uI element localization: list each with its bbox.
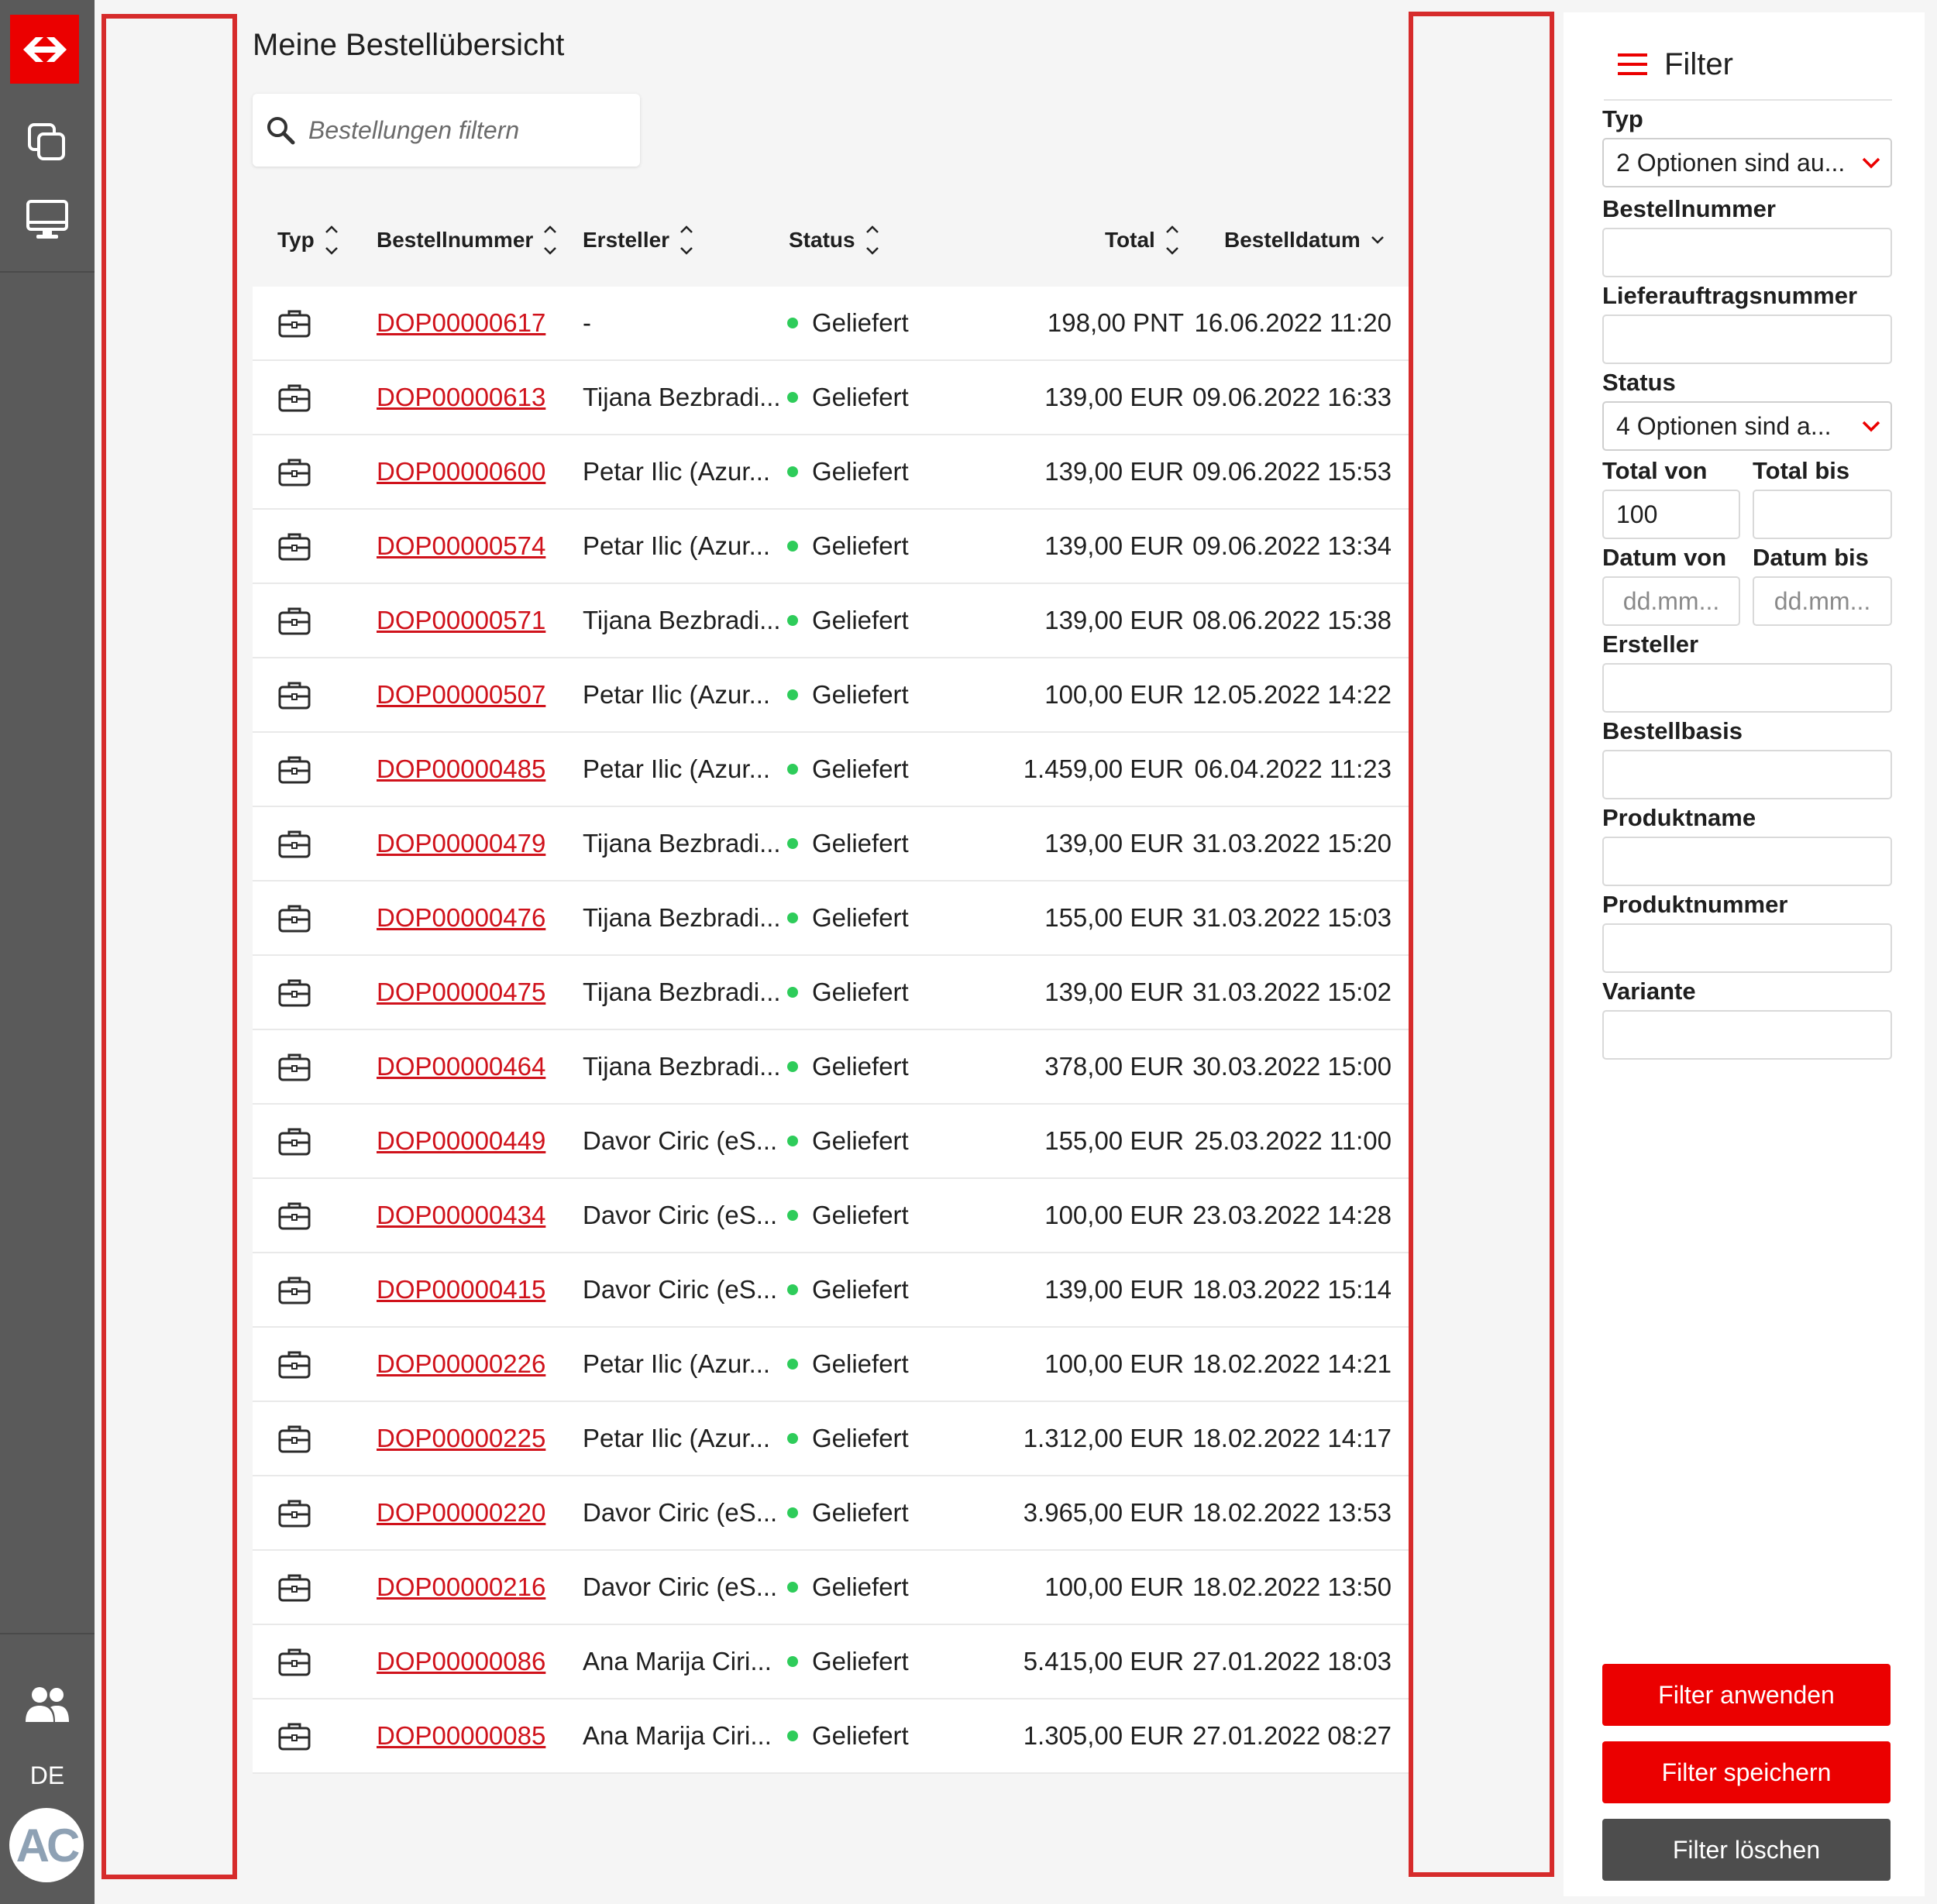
search-icon	[265, 114, 298, 146]
status-dot	[787, 466, 798, 477]
column-header-total[interactable]	[1105, 217, 1180, 263]
status-cell	[787, 1551, 909, 1624]
column-header-type[interactable]	[277, 217, 339, 263]
creator-cell: Davor Ciric (eS...	[583, 1126, 778, 1155]
briefcase-icon	[277, 1476, 324, 1549]
nav-rail	[0, 0, 95, 1904]
date-cell: 18.02.2022 13:53	[1192, 1498, 1392, 1527]
status-dot	[787, 1210, 798, 1221]
date-cell: 06.04.2022 11:23	[1194, 754, 1392, 783]
order-number-link[interactable]: DOP00000600	[377, 457, 546, 486]
briefcase-icon	[277, 1030, 324, 1103]
order-number-cell	[377, 733, 545, 806]
status-cell	[787, 1402, 909, 1475]
status-dot	[787, 764, 798, 775]
order-number-cell	[377, 361, 545, 434]
status-cell	[787, 1476, 909, 1549]
date-cell: 31.03.2022 15:03	[1192, 903, 1392, 932]
users-icon	[24, 1685, 71, 1724]
sort-icon	[679, 223, 694, 257]
status-cell	[787, 1700, 909, 1772]
copy-icon	[26, 122, 68, 163]
date-cell: 18.02.2022 14:17	[1192, 1424, 1392, 1452]
creator-cell: Tijana Bezbradi...	[583, 1052, 781, 1081]
total-cell: 1.305,00 EUR	[1023, 1721, 1184, 1750]
avatar[interactable]	[9, 1808, 84, 1882]
status-dot	[787, 541, 798, 552]
creator-field[interactable]	[1602, 663, 1892, 713]
creator-cell: Tijana Bezbradi...	[583, 978, 781, 1006]
total-cell: 1.459,00 EUR	[1023, 754, 1184, 783]
status-cell	[787, 807, 909, 880]
creator-cell: Petar Ilic (Azur...	[583, 1424, 771, 1452]
date-cell: 18.02.2022 13:50	[1192, 1572, 1392, 1601]
order-number-cell	[377, 584, 545, 657]
order-number-cell	[377, 1700, 545, 1772]
status-dot	[787, 987, 798, 998]
order-number-cell	[377, 658, 545, 731]
total-to-label: Total bis	[1753, 457, 1850, 484]
status-dot	[787, 392, 798, 403]
order-number-link[interactable]: DOP00000617	[377, 308, 546, 337]
total-cell: 139,00 EUR	[1044, 978, 1184, 1006]
table-row[interactable]	[253, 1551, 1409, 1625]
status-dot	[787, 1507, 798, 1518]
order-number-cell	[377, 956, 545, 1029]
total-cell: 139,00 EUR	[1044, 606, 1184, 634]
column-header-label: Typ	[277, 228, 315, 252]
status-text: Geliefert	[812, 1721, 909, 1750]
sort-icon	[542, 223, 558, 257]
order-number-cell	[377, 1179, 545, 1252]
column-header-label: Bestelldatum	[1224, 228, 1361, 252]
delivery-order-label: Lieferauftragsnummer	[1602, 282, 1858, 309]
table-row[interactable]	[253, 1476, 1409, 1551]
status-cell	[787, 1030, 909, 1103]
chevron-down-icon	[1370, 223, 1385, 257]
briefcase-icon	[277, 1105, 324, 1177]
date-cell: 27.01.2022 18:03	[1192, 1647, 1392, 1675]
status-dot	[787, 615, 798, 626]
briefcase-icon	[277, 435, 324, 508]
status-dot	[787, 1656, 798, 1667]
total-cell: 139,00 EUR	[1044, 383, 1184, 411]
briefcase-icon	[277, 1253, 324, 1326]
order-number-cell	[377, 287, 545, 359]
creator-cell: -	[583, 308, 591, 337]
total-cell: 139,00 EUR	[1044, 829, 1184, 857]
order-number-link[interactable]: DOP00000485	[377, 754, 546, 783]
menu-icon[interactable]	[1616, 50, 1649, 78]
creator-cell: Petar Ilic (Azur...	[583, 1349, 771, 1378]
order-number-cell	[377, 1625, 545, 1698]
column-header-label: Status	[789, 228, 855, 252]
status-dot	[787, 1730, 798, 1741]
date-from-field[interactable]: dd.mm...	[1602, 576, 1740, 626]
status-text: Geliefert	[812, 1647, 909, 1675]
status-cell	[787, 584, 909, 657]
filter-panel	[1564, 12, 1925, 1896]
status-text: Geliefert	[812, 308, 909, 337]
date-cell: 27.01.2022 08:27	[1192, 1721, 1392, 1750]
nav-divider	[0, 1633, 95, 1634]
table-row[interactable]	[253, 1625, 1409, 1700]
status-dot	[787, 1061, 798, 1072]
order-number-cell	[377, 1402, 545, 1475]
briefcase-icon	[277, 807, 324, 880]
highlight-frame-left	[101, 14, 237, 1879]
product-number-label: Produktnummer	[1602, 891, 1788, 918]
date-to-field[interactable]: dd.mm...	[1753, 576, 1892, 626]
table-row[interactable]	[253, 1328, 1409, 1402]
date-to-label: Datum bis	[1753, 544, 1869, 571]
creator-cell: Davor Ciric (eS...	[583, 1572, 778, 1601]
filter-header	[1604, 29, 1892, 101]
type-select[interactable]	[1602, 138, 1892, 187]
total-from-label: Total von	[1602, 457, 1708, 484]
order-number-cell	[377, 882, 545, 954]
delivery-order-field[interactable]	[1602, 314, 1892, 364]
total-cell: 198,00 PNT	[1047, 308, 1184, 337]
status-cell	[787, 733, 909, 806]
search-box	[253, 94, 640, 167]
total-to-field[interactable]	[1753, 490, 1892, 539]
creator-cell: Davor Ciric (eS...	[583, 1275, 778, 1304]
status-cell	[787, 287, 909, 359]
status-dot	[787, 1359, 798, 1370]
table-row[interactable]	[253, 956, 1409, 1030]
variant-field[interactable]	[1602, 1010, 1892, 1060]
save-filter-button[interactable]: Filter speichern	[1602, 1741, 1891, 1803]
status-dot	[787, 838, 798, 849]
order-number-cell	[377, 1476, 545, 1549]
order-number-link[interactable]: DOP00000574	[377, 531, 546, 560]
briefcase-icon	[277, 361, 324, 434]
order-basis-label: Bestellbasis	[1602, 717, 1743, 744]
status-text: Geliefert	[812, 1572, 909, 1601]
status-label: Status	[1602, 369, 1676, 396]
status-cell	[787, 1328, 909, 1401]
nav-monitor-button[interactable]	[0, 186, 95, 254]
total-cell: 139,00 EUR	[1044, 531, 1184, 560]
clear-filter-button[interactable]: Filter löschen	[1602, 1819, 1891, 1881]
table-row[interactable]	[253, 882, 1409, 956]
nav-orders-button[interactable]	[0, 108, 95, 177]
language-switch[interactable]: DE	[29, 1761, 65, 1789]
order-number-cell	[377, 1551, 545, 1624]
order-number-cell	[377, 1105, 545, 1177]
search-input[interactable]	[307, 115, 620, 146]
order-number-link[interactable]: DOP00000086	[377, 1647, 546, 1675]
date-cell: 18.03.2022 15:14	[1192, 1275, 1392, 1304]
status-text: Geliefert	[812, 1424, 909, 1452]
table-row[interactable]	[253, 733, 1409, 807]
order-number-link[interactable]: DOP00000434	[377, 1201, 546, 1229]
filter-title: Filter	[1664, 46, 1733, 81]
table-row[interactable]	[253, 510, 1409, 584]
order-number-link[interactable]: DOP00000220	[377, 1498, 546, 1527]
table-row[interactable]	[253, 1402, 1409, 1476]
total-cell: 5.415,00 EUR	[1023, 1647, 1184, 1675]
total-cell: 100,00 EUR	[1044, 1201, 1184, 1229]
order-number-link[interactable]: DOP00000507	[377, 680, 546, 709]
status-text: Geliefert	[812, 1126, 909, 1155]
order-number-link[interactable]: DOP00000476	[377, 903, 546, 932]
total-cell: 100,00 EUR	[1044, 1349, 1184, 1378]
date-cell: 16.06.2022 11:20	[1194, 308, 1392, 337]
status-dot	[787, 318, 798, 328]
total-cell: 100,00 EUR	[1044, 680, 1184, 709]
briefcase-icon	[277, 658, 324, 731]
total-cell: 155,00 EUR	[1044, 1126, 1184, 1155]
briefcase-icon	[277, 584, 324, 657]
order-basis-field[interactable]	[1602, 750, 1892, 799]
creator-cell: Davor Ciric (eS...	[583, 1201, 778, 1229]
order-number-link[interactable]: DOP00000085	[377, 1721, 546, 1750]
order-number-link[interactable]: DOP00000216	[377, 1572, 546, 1601]
product-number-field[interactable]	[1602, 923, 1892, 973]
monitor-icon	[26, 199, 69, 241]
status-text: Geliefert	[812, 903, 909, 932]
status-text: Geliefert	[812, 457, 909, 486]
total-cell: 139,00 EUR	[1044, 457, 1184, 486]
order-number-link[interactable]: DOP00000225	[377, 1424, 546, 1452]
date-cell: 31.03.2022 15:02	[1192, 978, 1392, 1006]
chevron-down-icon	[1861, 420, 1881, 432]
date-cell: 09.06.2022 13:34	[1192, 531, 1392, 560]
status-text: Geliefert	[812, 754, 909, 783]
order-number-link[interactable]: DOP00000571	[377, 606, 546, 634]
status-cell	[787, 1253, 909, 1326]
status-text: Geliefert	[812, 978, 909, 1006]
creator-cell: Davor Ciric (eS...	[583, 1498, 778, 1527]
order-number-link[interactable]: DOP00000464	[377, 1052, 546, 1081]
date-cell: 09.06.2022 16:33	[1192, 383, 1392, 411]
briefcase-icon	[277, 733, 324, 806]
date-cell: 08.06.2022 15:38	[1192, 606, 1392, 634]
table-row[interactable]	[253, 435, 1409, 510]
briefcase-icon	[277, 1700, 324, 1772]
table-row[interactable]	[253, 1253, 1409, 1328]
sort-icon	[865, 223, 880, 257]
total-cell: 3.965,00 EUR	[1023, 1498, 1184, 1527]
table-row[interactable]	[253, 287, 1409, 361]
order-number-cell	[377, 510, 545, 583]
column-header-number[interactable]	[377, 217, 558, 263]
briefcase-icon	[277, 510, 324, 583]
total-cell: 139,00 EUR	[1044, 1275, 1184, 1304]
type-label: Typ	[1602, 105, 1643, 132]
briefcase-icon	[277, 956, 324, 1029]
variant-label: Variante	[1602, 978, 1696, 1005]
briefcase-icon	[277, 1551, 324, 1624]
briefcase-icon	[277, 1179, 324, 1252]
order-number-link[interactable]: DOP00000475	[377, 978, 546, 1006]
date-cell: 23.03.2022 14:28	[1192, 1201, 1392, 1229]
table-row[interactable]	[253, 1700, 1409, 1774]
creator-cell: Petar Ilic (Azur...	[583, 680, 771, 709]
status-select-value: 4 Optionen sind a...	[1616, 411, 1832, 440]
creator-cell: Ana Marija Ciri...	[583, 1647, 772, 1675]
status-dot	[787, 689, 798, 700]
product-name-field[interactable]	[1602, 837, 1892, 886]
creator-cell: Petar Ilic (Azur...	[583, 457, 771, 486]
date-cell: 09.06.2022 15:53	[1192, 457, 1392, 486]
status-text: Geliefert	[812, 606, 909, 634]
total-cell: 155,00 EUR	[1044, 903, 1184, 932]
order-number-cell	[377, 1328, 545, 1401]
column-header-label: Ersteller	[583, 228, 670, 252]
status-text: Geliefert	[812, 1201, 909, 1229]
order-number-link[interactable]: DOP00000479	[377, 829, 546, 857]
total-cell: 1.312,00 EUR	[1023, 1424, 1184, 1452]
status-cell	[787, 1179, 909, 1252]
briefcase-icon	[277, 1625, 324, 1698]
highlight-frame-right	[1409, 12, 1554, 1877]
order-number-link[interactable]: DOP00000449	[377, 1126, 546, 1155]
total-from-field[interactable]: 100	[1602, 490, 1740, 539]
briefcase-icon	[277, 882, 324, 954]
date-cell: 30.03.2022 15:00	[1192, 1052, 1392, 1081]
column-header-label: Bestellnummer	[377, 228, 534, 252]
status-cell	[787, 361, 909, 434]
creator-cell: Petar Ilic (Azur...	[583, 754, 771, 783]
nav-users-button[interactable]	[0, 1670, 95, 1738]
status-cell	[787, 658, 909, 731]
date-cell: 31.03.2022 15:20	[1192, 829, 1392, 857]
status-cell	[787, 956, 909, 1029]
table-header	[253, 217, 1409, 263]
chevron-down-icon	[1861, 156, 1881, 169]
total-cell: 378,00 EUR	[1044, 1052, 1184, 1081]
briefcase-icon	[277, 1328, 324, 1401]
order-number-link[interactable]: DOP00000613	[377, 383, 546, 411]
column-header-creator[interactable]	[583, 217, 694, 263]
status-select[interactable]	[1602, 401, 1892, 451]
creator-cell: Ana Marija Ciri...	[583, 1721, 772, 1750]
date-cell: 25.03.2022 11:00	[1194, 1126, 1392, 1155]
order-number-cell	[377, 807, 545, 880]
creator-cell: Tijana Bezbradi...	[583, 829, 781, 857]
briefcase-icon	[277, 287, 324, 359]
date-from-label: Datum von	[1602, 544, 1727, 571]
column-header-date[interactable]	[1224, 217, 1385, 263]
status-cell	[787, 435, 909, 508]
creator-cell: Tijana Bezbradi...	[583, 383, 781, 411]
table-row[interactable]	[253, 807, 1409, 882]
creator-label: Ersteller	[1602, 631, 1699, 658]
order-number-cell	[377, 1030, 545, 1103]
sbb-arrows-icon	[20, 34, 70, 65]
sort-icon	[1165, 223, 1180, 257]
date-cell: 12.05.2022 14:22	[1192, 680, 1392, 709]
status-text: Geliefert	[812, 1349, 909, 1378]
status-dot	[787, 912, 798, 923]
type-select-value: 2 Optionen sind au...	[1616, 148, 1846, 177]
order-number-label: Bestellnummer	[1602, 195, 1776, 222]
order-number-link[interactable]: DOP00000226	[377, 1349, 546, 1378]
table-row[interactable]	[253, 361, 1409, 435]
order-number-field[interactable]	[1602, 228, 1892, 277]
briefcase-icon	[277, 1402, 324, 1475]
sbb-logo[interactable]	[10, 15, 79, 84]
creator-cell: Tijana Bezbradi...	[583, 903, 781, 932]
status-dot	[787, 1582, 798, 1593]
status-cell	[787, 1625, 909, 1698]
sort-icon	[324, 223, 339, 257]
creator-cell: Tijana Bezbradi...	[583, 606, 781, 634]
status-cell	[787, 1105, 909, 1177]
status-dot	[787, 1136, 798, 1146]
column-header-label: Total	[1105, 228, 1155, 252]
status-dot	[787, 1284, 798, 1295]
product-name-label: Produktname	[1602, 804, 1756, 831]
status-cell	[787, 510, 909, 583]
status-text: Geliefert	[812, 383, 909, 411]
column-header-status[interactable]	[789, 217, 880, 263]
status-text: Geliefert	[812, 829, 909, 857]
status-text: Geliefert	[812, 1052, 909, 1081]
status-text: Geliefert	[812, 680, 909, 709]
order-number-link[interactable]: DOP00000415	[377, 1275, 546, 1304]
page-title: Meine Bestellübersicht	[253, 28, 565, 62]
status-text: Geliefert	[812, 1275, 909, 1304]
status-dot	[787, 1433, 798, 1444]
creator-cell: Petar Ilic (Azur...	[583, 531, 771, 560]
table-row[interactable]	[253, 658, 1409, 733]
table-row[interactable]	[253, 1105, 1409, 1179]
status-cell	[787, 882, 909, 954]
table-row[interactable]	[253, 584, 1409, 658]
total-cell: 100,00 EUR	[1044, 1572, 1184, 1601]
table-row[interactable]	[253, 1179, 1409, 1253]
table-row[interactable]	[253, 1030, 1409, 1105]
status-text: Geliefert	[812, 531, 909, 560]
apply-filter-button[interactable]: Filter anwenden	[1602, 1664, 1891, 1726]
orders-table-body	[253, 287, 1409, 1774]
order-number-cell	[377, 1253, 545, 1326]
date-cell: 18.02.2022 14:21	[1192, 1349, 1392, 1378]
avatar-initials: AC	[15, 1819, 77, 1871]
order-number-cell	[377, 435, 545, 508]
nav-divider	[0, 271, 95, 273]
status-text: Geliefert	[812, 1498, 909, 1527]
